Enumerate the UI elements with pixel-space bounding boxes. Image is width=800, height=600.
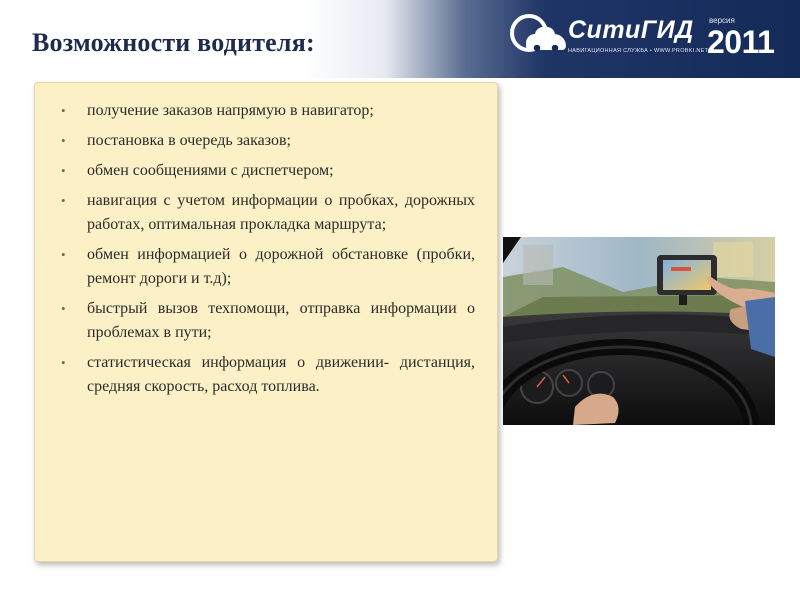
list-item [61,243,475,291]
bullet-icon: • [61,355,66,370]
feature-list [61,99,475,405]
list-item-text: быстрый вызов техпомощи, отправка информации о проблемах в пути; [87,300,475,341]
list-item [61,159,475,183]
bullet-icon: • [61,247,66,262]
list-item-text: статистическая информация о движении- дистанция, средняя скорость, расход топлива. [87,354,475,395]
list-item-text: обмен информацией о дорожной обстановке (пробки, ремонт дороги и т.д); [87,246,475,287]
logo-tagline: НАВИГАЦИОННАЯ СЛУЖБА • WWW.PROBKI.NET [568,48,709,54]
bullet-icon: • [61,301,66,316]
gps-navigator-photo-icon [503,237,775,425]
list-item-text: навигация с учетом информации о пробках, дорожных работах, оптимальная прокладка маршрута; [87,192,475,233]
list-item-text: получение заказов напрямую в навигатор; [87,102,374,119]
list-item [61,189,475,237]
list-item-text: обмен сообщениями с диспетчером; [87,162,334,179]
version-label: версия [709,16,735,25]
list-item [61,351,475,399]
list-item [61,99,475,123]
version-year: 2011 [707,24,775,60]
list-item [61,129,475,153]
list-item-text: постановка в очередь заказов; [87,132,291,149]
car-icon [526,34,566,50]
brand-logo [508,8,788,66]
driver-navigator-photo [503,237,775,425]
page-title: Возможности водителя: [32,28,315,57]
bullet-icon: • [61,193,66,208]
logo-name: СитиГИД [568,16,694,44]
list-item [61,297,475,345]
bullet-icon: • [61,133,66,148]
bullet-icon: • [61,163,66,178]
bullet-icon: • [61,103,66,118]
features-panel [34,82,498,562]
